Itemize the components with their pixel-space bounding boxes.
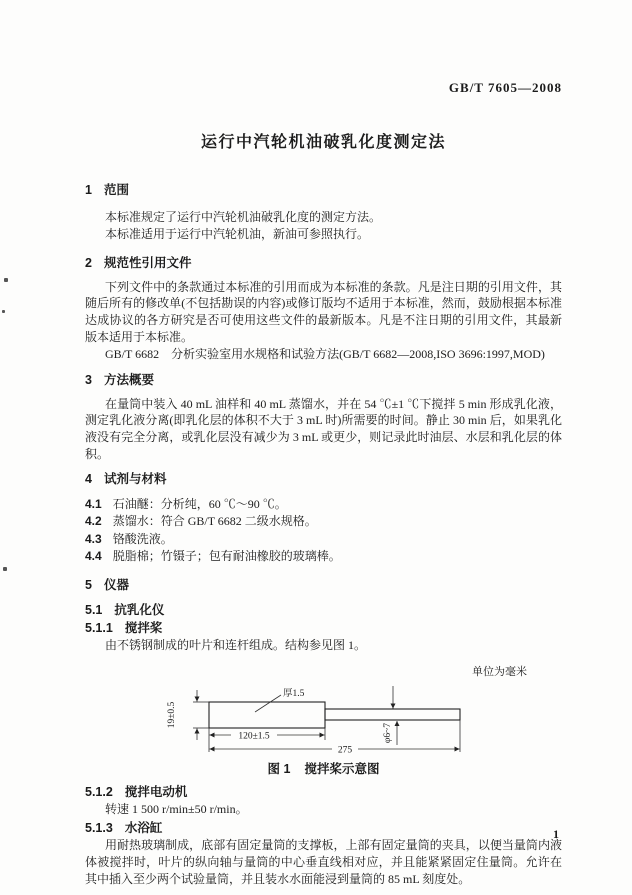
section-5-1-2-title: 搅拌电动机 xyxy=(124,785,188,800)
item-text: 铬酸洗液。 xyxy=(112,531,173,546)
section-5-1-2-number: 5.1.2 xyxy=(85,785,113,800)
section-5-1-3-title: 水浴缸 xyxy=(124,820,163,835)
stirring-paddle-diagram xyxy=(140,682,530,757)
scan-artifact xyxy=(2,310,5,313)
section-5-1-3-paragraph: 用耐热玻璃制成，底部有固定量筒的支撑板，上部有固定量筒的夹具，以便当量筒内液体被搅拌时，叶片的纵向轴与量筒的中心垂直线相对应，并且能紧紧固定住量筒。允许在其中插入至少两个试验量筒，并且装水水面能浸到量筒的 85 mL 刻度处。 xyxy=(85,837,562,886)
section-5-1-1-title: 搅拌桨 xyxy=(124,621,163,636)
section-2-title: 规范性引用文件 xyxy=(103,255,192,270)
section-5-1-2-heading xyxy=(85,784,562,800)
section-4-title: 试剂与材料 xyxy=(103,471,167,486)
section-5-number: 5 xyxy=(85,578,92,593)
section-5-1-1-paragraph: 由不锈钢制成的叶片和连杆组成。结构参见图 1。 xyxy=(105,638,367,653)
figure-caption-text: 搅拌桨示意图 xyxy=(304,762,380,777)
thickness-leader-line xyxy=(255,695,281,712)
section-1-title: 范围 xyxy=(103,183,129,197)
section-5-heading xyxy=(85,577,562,593)
thickness-dimension-label: 厚1.5 xyxy=(283,689,305,700)
section-1-paragraph-1: 本标准规定了运行中汽轮机油破乳化度的测定方法。 xyxy=(105,210,382,224)
scan-artifact xyxy=(3,567,7,571)
height-dimension-label: 19±0.5 xyxy=(167,701,177,729)
section-1-number: 1 xyxy=(85,183,92,197)
item-number: 4.1 xyxy=(85,496,102,511)
item-text: 脱脂棉；竹镊子；包有耐油橡胶的玻璃棒。 xyxy=(112,548,341,563)
figure-caption-label: 图 1 xyxy=(267,762,291,777)
list-item xyxy=(85,548,562,565)
section-3-number: 3 xyxy=(85,372,92,387)
section-3-heading xyxy=(85,372,562,388)
figure-1 xyxy=(85,682,562,777)
paddle-blade-outline xyxy=(209,702,325,728)
scan-artifact xyxy=(4,278,8,282)
section-4-items xyxy=(85,496,562,566)
section-5-1-3-number: 5.1.3 xyxy=(85,820,113,835)
item-text: 石油醚：分析纯，60 ℃～90 ℃。 xyxy=(112,496,287,511)
section-2-heading xyxy=(85,255,562,271)
rod-diameter-dimension-label: φ6~7 xyxy=(383,723,393,744)
section-4-heading xyxy=(85,471,562,487)
document-title: 运行中汽轮机油破乳化度测定法 xyxy=(200,134,446,151)
section-2-paragraph-1: 下列文件中的条款通过本标准的引用而成为本标准的条款。凡是注日期的引用文件，其随后所有的修改单(不包括勘误的内容)或修订版均不适用于本标准，然而，鼓励根据本标准达成协议的各方研究是否可使用这些文件的最新版本。凡是不注日期的引用文件，其最新版本适用于本标准。 xyxy=(85,279,562,344)
paddle-rod-outline xyxy=(325,709,460,720)
section-1-paragraph-2: 本标准适用于运行中汽轮机油，新油可参照执行。 xyxy=(105,226,370,241)
item-number: 4.3 xyxy=(85,531,102,546)
item-number: 4.4 xyxy=(85,548,102,563)
section-4-number: 4 xyxy=(85,471,92,486)
section-1-heading xyxy=(85,182,562,198)
section-5-1-number: 5.1 xyxy=(85,603,103,618)
total-length-dimension-label: 275 xyxy=(337,745,353,756)
section-5-1-title: 抗乳化仪 xyxy=(114,603,165,618)
section-2-number: 2 xyxy=(85,255,92,270)
section-5-1-3-heading xyxy=(85,820,562,836)
item-text: 蒸馏水：符合 GB/T 6682 二级水规格。 xyxy=(112,514,317,529)
section-5-title: 仪器 xyxy=(103,578,129,593)
section-3-title: 方法概要 xyxy=(103,372,154,387)
blade-length-dimension-label: 120±1.5 xyxy=(238,731,270,742)
section-5-1-heading xyxy=(85,602,562,618)
list-item xyxy=(85,513,562,530)
list-item xyxy=(85,531,562,548)
list-item xyxy=(85,496,562,513)
section-5-1-2-paragraph: 转速 1 500 r/min±50 r/min。 xyxy=(105,802,248,817)
item-number: 4.2 xyxy=(85,514,102,529)
section-2-reference: GB/T 6682 分析实验室用水规格和试验方法(GB/T 6682—2008,ISO 3696:1997,MOD) xyxy=(105,346,545,361)
figure-unit-note: 单位为毫米 xyxy=(472,666,527,679)
figure-caption xyxy=(85,759,562,777)
section-5-1-1-heading xyxy=(85,620,562,636)
section-5-1-1-number: 5.1.1 xyxy=(85,621,113,636)
section-3-paragraph-1: 在量筒中装入 40 mL 油样和 40 mL 蒸馏水，并在 54 ℃±1 ℃下搅拌 5 min 形成乳化液，测定乳化液分离(即乳化层的体积不大于 3 mL 时)所需要的时间。静止 30 min 后，如果乳化液没有完全分离，或乳化层没有减少为 3 mL 或更少，则记录此时油层、水层和乳化层的体积。 xyxy=(85,396,562,461)
page-number: 1 xyxy=(553,827,559,841)
standard-number: GB/T 7605—2008 xyxy=(448,80,562,95)
page-content xyxy=(85,0,562,887)
